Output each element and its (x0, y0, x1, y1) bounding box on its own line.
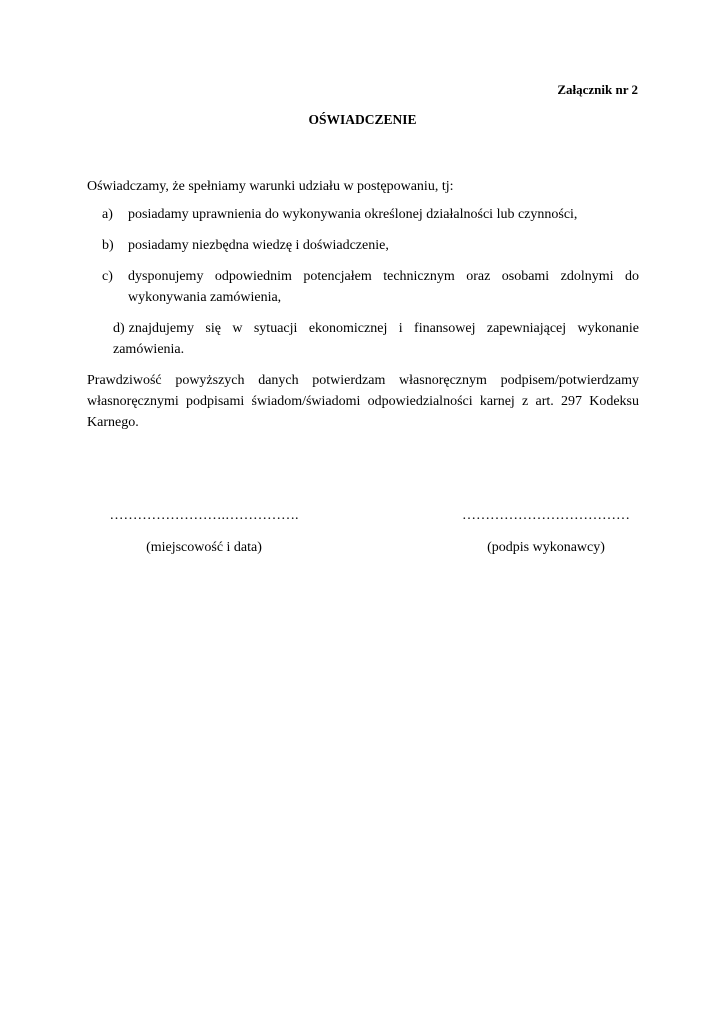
intro-paragraph: Oświadczamy, że spełniamy warunki udziału w postępowaniu, tj: (87, 179, 454, 194)
list-marker: d) (113, 321, 125, 336)
list-item (87, 266, 639, 308)
declaration-paragraph: Prawdziwość powyższych danych potwierdzam własnoręcznym podpisem/potwierdzamy własnoręcznymi podpisami świadom/świadomi odpowiedzialności karnej z art. 297 Kodeksu Karnego. (87, 373, 639, 430)
document-title: OŚWIADCZENIE (308, 112, 417, 127)
contractor-signature-block (458, 505, 634, 558)
list-item-text: znajdujemy się w sytuacji ekonomicznej i finansowej zapewniającej wykonanie zamówienia. (113, 321, 639, 357)
list-item-text: dysponujemy odpowiednim potencjałem technicznym oraz osobami zdolnymi do wykonywania zamówienia, (128, 269, 639, 305)
list-marker: b) (102, 238, 114, 253)
contractor-signature-line: ……………………………… (462, 508, 630, 523)
contractor-signature-caption: (podpis wykonawcy) (487, 540, 605, 555)
list-item (87, 318, 639, 360)
place-date-signature-block (104, 505, 304, 558)
annex-label: Załącznik nr 2 (557, 82, 638, 97)
list-item-text: posiadamy niezbędna wiedzę i doświadczenie, (128, 238, 389, 253)
place-date-line: …………………….……………. (109, 508, 299, 523)
place-date-caption: (miejscowość i data) (146, 540, 262, 555)
list-marker: c) (102, 269, 113, 284)
list-item (87, 235, 639, 256)
list-item-text: posiadamy uprawnienia do wykonywania określonej działalności lub czynności, (128, 207, 578, 222)
conditions-list (87, 204, 639, 370)
list-item (87, 204, 639, 225)
list-marker: a) (102, 207, 113, 222)
